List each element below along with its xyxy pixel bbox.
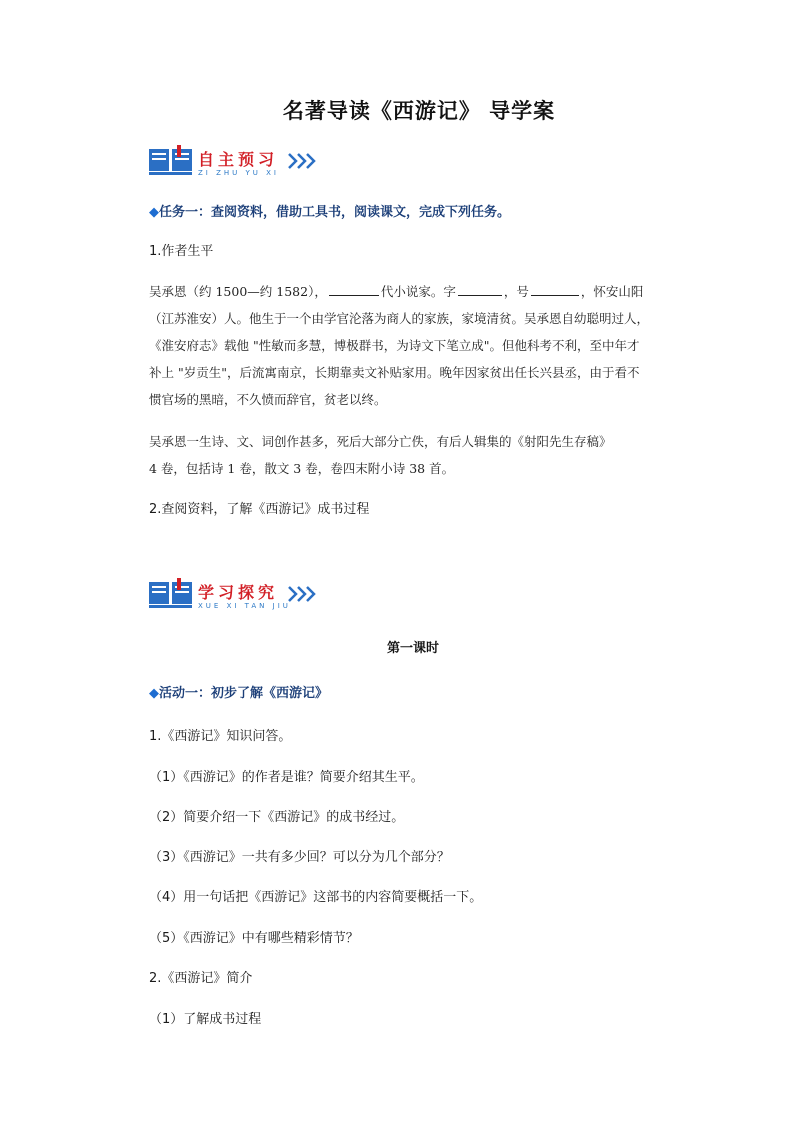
section-header-preview — [149, 145, 329, 185]
question-item: （3）《西游记》一共有多少回？可以分为几个部分？ — [149, 850, 450, 865]
fill-blank[interactable] — [531, 282, 579, 296]
diamond-marker: ◆ — [149, 686, 159, 701]
page-title: 名著导读《西游记》 导学案 — [282, 99, 556, 123]
open-book-icon — [149, 145, 193, 179]
diamond-marker: ◆ — [149, 205, 159, 220]
question-item: （5）《西游记》中有哪些精彩情节？ — [149, 931, 359, 946]
fill-blank[interactable] — [458, 282, 502, 296]
bio-line-1: 吴承恩（约 1500—约 1582）， 代小说家。字 ，号 ，怀安山阳 — [149, 284, 644, 299]
bio-line-7: 4 卷，包括诗 1 卷，散文 3 卷，卷四末附小诗 38 首。 — [149, 461, 455, 476]
section-pinyin: ZI ZHU YU XI — [198, 169, 279, 177]
section-pinyin: XUE XI TAN JIU — [198, 602, 291, 610]
activity-heading — [149, 682, 328, 701]
open-book-icon — [149, 578, 193, 612]
activity-text: 活动一：初步了解《西游记》 — [159, 686, 329, 701]
chevron-right-icon — [287, 585, 317, 603]
bio-line-6: 吴承恩一生诗、文、词创作甚多，死后大部分亡佚，有后人辑集的《射阳先生存稿》 — [149, 434, 612, 449]
section-title: 学习探究 — [198, 583, 279, 602]
question-item: （1）《西游记》的作者是谁？简要介绍其生平。 — [149, 770, 424, 785]
question-item: 2.《西游记》简介 — [149, 971, 253, 986]
item-book-history: 2.查阅资料，了解《西游记》成书过程 — [149, 502, 370, 517]
bio-line-2: （江苏淮安）人。他生于一个由学官沦落为商人的家族，家境清贫。吴承恩自幼聪明过人， — [149, 311, 650, 326]
question-item: 1.《西游记》知识问答。 — [149, 729, 292, 744]
section-header-explore — [149, 578, 329, 618]
chevron-right-icon — [287, 152, 317, 170]
task-text: 任务一：查阅资料，借助工具书，阅读课文，完成下列任务。 — [159, 205, 511, 220]
question-item: （1）了解成书过程 — [149, 1012, 262, 1027]
lesson-title: 第一课时 — [386, 641, 439, 656]
bio-line-4: 补上 "岁贡生"，后流寓南京，长期靠卖文补贴家用。晚年因家贫出任长兴县丞，由于看不 — [149, 365, 640, 380]
item-author-bio: 1.作者生平 — [149, 244, 214, 259]
question-item: （2）简要介绍一下《西游记》的成书经过。 — [149, 810, 405, 825]
question-item: （4）用一句话把《西游记》这部书的内容简要概括一下。 — [149, 890, 483, 905]
task-heading — [149, 201, 510, 220]
section-title: 自主预习 — [198, 150, 279, 169]
bio-line-3: 《淮安府志》载他 "性敏而多慧，博极群书，为诗文下笔立成"。但他科考不利，至中年才 — [149, 338, 640, 353]
bio-line-5: 惯官场的黑暗，不久愤而辞官，贫老以终。 — [149, 392, 387, 407]
fill-blank[interactable] — [329, 282, 379, 296]
